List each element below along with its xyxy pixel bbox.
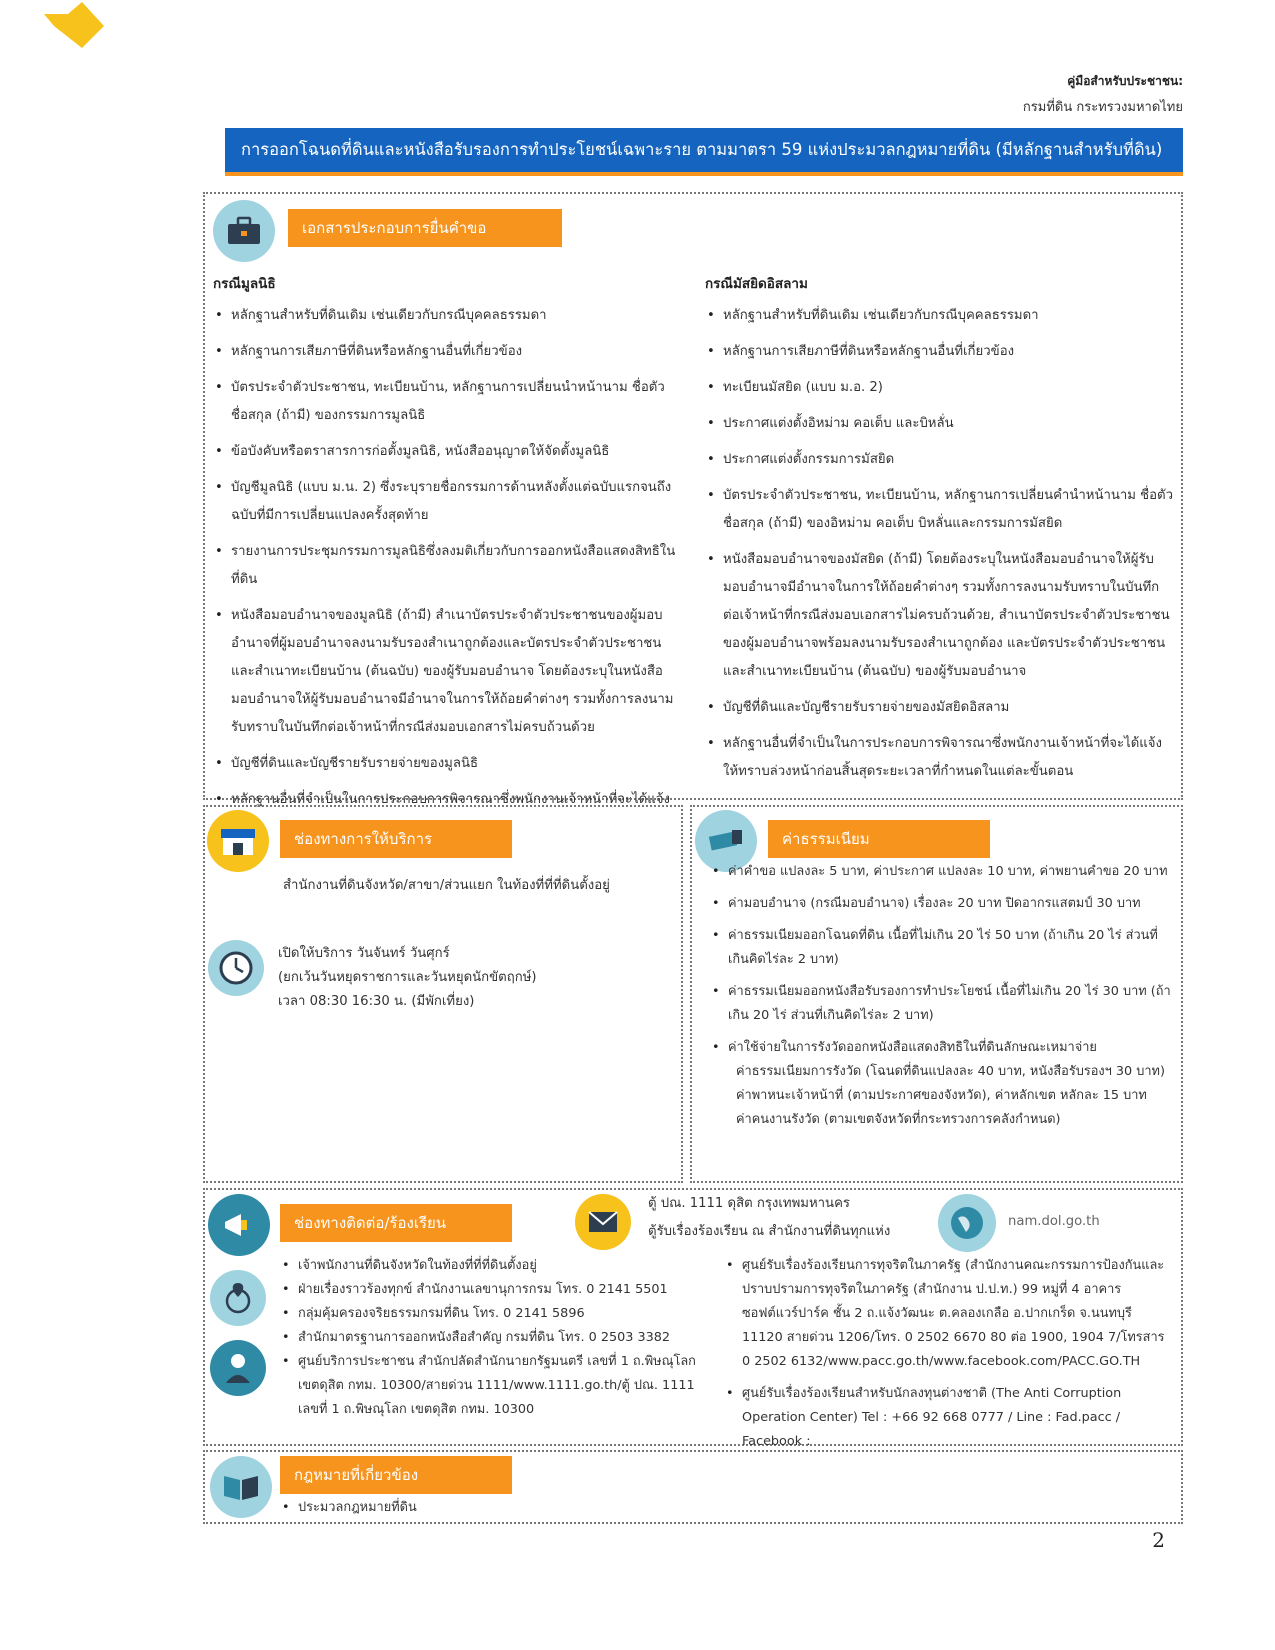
list-item: • เจ้าพนักงานที่ดินจังหวัดในท้องที่ที่ที่ดินตั้งอยู่ <box>280 1254 710 1278</box>
list-item: • สำนักมาตรฐานการออกหนังสือสำคัญ กรมที่ดิน โทร. 0 2503 3382 <box>280 1326 710 1350</box>
fees-heading-text: ค่าธรรมเนียม <box>782 830 870 848</box>
list-item: • บัตรประจำตัวประชาชน, ทะเบียนบ้าน, หลักฐานการเปลี่ยนนำหน้านาม ชื่อตัว ชื่อสกุล (ถ้ามี) ของกรรมการมูลนิธิ <box>213 374 683 430</box>
list-item: • หลักฐานการเสียภาษีที่ดินหรือหลักฐานอื่นที่เกี่ยวข้อง <box>705 338 1173 366</box>
foundation-title: กรณีมูลนิธิ <box>213 276 276 292</box>
mail-icon <box>575 1194 631 1250</box>
list-item: • ศูนย์รับเรื่องร้องเรียนการทุจริตในภาครัฐ (สำนักงานคณะกรรมการป้องกันและปราบปรามการทุจริตในภาครัฐ (สำนักงาน ป.ป.ท.) 99 หมู่ที่ 4 อาคารซอฟต์แวร์ปาร์ค ชั้น 2 ถ.แจ้งวัฒนะ ต.คลองเกลือ อ.ปากเกร็ด จ.นนทบุรี 11120 สายด่วน 1206/โทร. 0 2502 6670 80 ต่อ 1900, 1904 7/โทรสาร 0 2502 6132/www.pacc.go.th/www.facebook.com/PACC.GO.TH <box>724 1254 1174 1374</box>
service-hours-time: เวลา 08:30 16:30 น. (มีพักเที่ยง) <box>278 994 475 1009</box>
person-icon <box>210 1340 266 1396</box>
list-item: • ค่าคำขอ แปลงละ 5 บาท, ค่าประกาศ แปลงละ 10 บาท, ค่าพยานคำขอ 20 บาท <box>710 860 1178 884</box>
service-hours-note: (ยกเว้นวันหยุดราชการและวันหยุดนักขัตฤกษ์) <box>278 970 537 985</box>
mosque-list-container <box>705 302 1173 794</box>
contact-heading <box>280 1204 512 1242</box>
contact-list <box>280 1254 710 1422</box>
service-location: สำนักงานที่ดินจังหวัด/สาขา/ส่วนแยก ในท้องที่ที่ที่ดินตั้งอยู่ <box>283 878 610 893</box>
list-item <box>710 1036 1178 1132</box>
laws-list-container <box>280 1496 680 1520</box>
list-item: • ค่าธรรมเนียมออกโฉนดที่ดิน เนื้อที่ไม่เกิน 20 ไร่ 50 บาท (ถ้าเกิน 20 ไร่ ส่วนที่เกินคิดไร่ละ 2 บาท) <box>710 924 1178 972</box>
book-icon <box>210 1456 272 1518</box>
list-item: • ค่ามอบอำนาจ (กรณีมอบอำนาจ) เรื่องละ 20 บาท ปิดอากรแสตมป์ 30 บาท <box>710 892 1178 916</box>
page-title-text: การออกโฉนดที่ดินและหนังสือรับรองการทำประโยชน์เฉพาะราย ตามมาตรา 59 แห่งประมวลกฎหมายที่ดิน (มีหลักฐานสำหรับที่ดิน) <box>241 140 1163 159</box>
fees-survey-sub-3: ค่าคนงานรังวัด (ตามเขตจังหวัดที่กระทรวงการคลังกำหนด) <box>736 1112 1061 1127</box>
shop-icon <box>207 810 269 872</box>
list-item: • หนังสือมอบอำนาจของมัสยิด (ถ้ามี) โดยต้องระบุในหนังสือมอบอำนาจให้ผู้รับมอบอำนาจมีอำนาจในการให้ถ้อยคำต่างๆ รวมทั้งการลงนามรับทราบในบันทึกต่อเจ้าหน้าที่กรณีส่งมอบเอกสารไม่ครบถ้วนด้วย, สำเนาบัตรประจำตัวประชาชนของผู้มอบอำนาจพร้อมลงนามรับรองสำเนาถูกต้อง และบัตรประจำตัวประชาชนและสำเนาทะเบียนบ้าน (ต้นฉบับ) ของผู้รับมอบอำนาจ <box>705 546 1173 686</box>
list-item: • ประกาศแต่งตั้งกรรมการมัสยิด <box>705 446 1173 474</box>
list-item: • หลักฐานอื่นที่จำเป็นในการประกอบการพิจารณาซึ่งพนักงานเจ้าหน้าที่จะได้แจ้ง <box>213 786 683 814</box>
list-item: • ทะเบียนมัสยิด (แบบ ม.อ. 2) <box>705 374 1173 402</box>
list-item: • ฝ่ายเรื่องราวร้องทุกข์ สำนักงานเลขานุการกรม โทร. 0 2141 5501 <box>280 1278 710 1302</box>
page-number: 2 <box>1152 1528 1165 1552</box>
foundation-list-container <box>213 302 683 807</box>
laws-heading <box>280 1456 512 1494</box>
list-item: • ข้อบังคับหรือตราสารการก่อตั้งมูลนิธิ, หนังสืออนุญาตให้จัดตั้งมูลนิธิ <box>213 438 683 466</box>
list-item: • บัญชีมูลนิธิ (แบบ ม.น. 2) ซึ่งระบุรายชื่อกรรมการด้านหลังตั้งแต่ฉบับแรกจนถึงฉบับที่มีการเปลี่ยนแปลงครั้งสุดท้าย <box>213 474 683 530</box>
list-item: • บัตรประจำตัวประชาชน, ทะเบียนบ้าน, หลักฐานการเปลี่ยนคำนำหน้านาม ชื่อตัว ชื่อสกุล (ถ้ามี) ของอิหม่าม คอเต็บ บิหลั่นและกรรมการมัสยิด <box>705 482 1173 538</box>
list-item: • ประกาศแต่งตั้งอิหม่าม คอเต็บ และบิหลั่น <box>705 410 1173 438</box>
list-item: • รายงานการประชุมกรรมการมูลนิธิซึ่งลงมติเกี่ยวกับการออกหนังสือแสดงสิทธิในที่ดิน <box>213 538 683 594</box>
list-item: • หลักฐานการเสียภาษีที่ดินหรือหลักฐานอื่นที่เกี่ยวข้อง <box>213 338 683 366</box>
list-item: • ศูนย์รับเรื่องร้องเรียนสำหรับนักลงทุนต่างชาติ (The Anti Corruption Operation Center) Tel : +66 92 668 0777 / Line : Fad.pacc / Facebook : <box>724 1382 1174 1454</box>
documents-heading <box>288 209 562 247</box>
website-link[interactable]: nam.dol.go.th <box>1008 1214 1100 1229</box>
laws-heading-text: กฎหมายที่เกี่ยวข้อง <box>294 1466 419 1484</box>
contact-right-list <box>724 1254 1174 1454</box>
list-item: • หลักฐานสำหรับที่ดินเดิม เช่นเดียวกับกรณีบุคคลธรรมดา <box>213 302 683 330</box>
contact-list-container <box>280 1254 710 1432</box>
fees-list <box>710 860 1178 1132</box>
list-item: • ค่าธรรมเนียมออกหนังสือรับรองการทำประโยชน์ เนื้อที่ไม่เกิน 20 ไร่ 30 บาท (ถ้าเกิน 20 ไร่ ส่วนที่เกินคิดไร่ละ 2 บาท) <box>710 980 1178 1028</box>
service-heading-text: ช่องทางการให้บริการ <box>294 830 433 848</box>
fees-survey-sub-1: ค่าธรรมเนียมการรังวัด (โฉนดที่ดินแปลงละ 40 บาท, หนังสือรับรองฯ 30 บาท) <box>736 1064 1165 1079</box>
documents-heading-text: เอกสารประกอบการยื่นคำขอ <box>302 219 487 237</box>
list-item: • กลุ่มคุ้มครองจริยธรรมกรมที่ดิน โทร. 0 2141 5896 <box>280 1302 710 1326</box>
contact-heading-text: ช่องทางติดต่อ/ร้องเรียน <box>294 1214 447 1232</box>
mosque-list <box>705 302 1173 786</box>
page-title <box>225 128 1183 176</box>
fees-list-container <box>710 860 1178 1178</box>
fees-survey-sub-2: ค่าพาหนะเจ้าหน้าที่ (ตามประกาศของจังหวัด), ค่าหลักเขต หลักละ 15 บาท <box>736 1088 1147 1103</box>
list-item: • หลักฐานอื่นที่จำเป็นในการประกอบการพิจารณาซึ่งพนักงานเจ้าหน้าที่จะได้แจ้งให้ทราบล่วงหน้าก่อนสิ้นสุดระยะเวลาที่กำหนดในแต่ละขั้นตอน <box>705 730 1173 786</box>
list-item: • บัญชีที่ดินและบัญชีรายรับรายจ่ายของมูลนิธิ <box>213 750 683 778</box>
contact-mailbox: ตู้ ปณ. 1111 ดุสิต กรุงเทพมหานคร <box>648 1196 850 1211</box>
header-guide-label: คู่มือสำหรับประชาชน: <box>1067 74 1183 88</box>
diamond-logo-icon <box>42 0 112 52</box>
service-hours <box>278 942 673 1008</box>
location-globe-icon <box>210 1270 266 1326</box>
service-heading <box>280 820 512 858</box>
list-item: • ศูนย์บริการประชาชน สำนักปลัดสำนักนายกรัฐมนตรี เลขที่ 1 ถ.พิษณุโลก เขตดุสิต กทม. 10300/สายด่วน 1111/www.1111.go.th/ตู้ ปณ. 1111 เลขที่ 1 ถ.พิษณุโลก เขตดุสิต กทม. 10300 <box>280 1350 710 1422</box>
fees-heading <box>768 820 990 858</box>
mosque-title: กรณีมัสยิดอิสลาม <box>705 276 808 292</box>
list-item: • บัญชีที่ดินและบัญชีรายรับรายจ่ายของมัสยิดอิสลาม <box>705 694 1173 722</box>
clock-icon <box>208 940 264 996</box>
service-hours-days: เปิดให้บริการ วันจันทร์ วันศุกร์ <box>278 946 450 961</box>
contact-complaint-box: ตู้รับเรื่องร้องเรียน ณ สำนักงานที่ดินทุกแห่ง <box>648 1224 891 1239</box>
fees-survey-label: ค่าใช้จ่ายในการรังวัดออกหนังสือแสดงสิทธิในที่ดินลักษณะเหมาจ่าย <box>728 1040 1097 1055</box>
megaphone-icon <box>208 1194 270 1256</box>
briefcase-icon <box>213 200 275 262</box>
contact-right-list-container <box>724 1254 1174 1449</box>
laws-list <box>280 1496 680 1520</box>
globe-icon <box>938 1194 996 1252</box>
foundation-list <box>213 302 683 814</box>
list-item: • หนังสือมอบอำนาจของมูลนิธิ (ถ้ามี) สำเนาบัตรประจำตัวประชาชนของผู้มอบอำนาจที่ผู้มอบอำนาจลงนามรับรองสำเนาถูกต้องและบัตรประจำตัวประชาชนและสำเนาทะเบียนบ้าน (ต้นฉบับ) ของผู้รับมอบอำนาจ โดยต้องระบุในหนังสือมอบอำนาจให้ผู้รับมอบอำนาจมีอำนาจในการให้ถ้อยคำต่างๆ รวมทั้งการลงนามรับทราบในบันทึกต่อเจ้าหน้าที่กรณีส่งมอบเอกสารไม่ครบถ้วนด้วย <box>213 602 683 742</box>
header-department: กรมที่ดิน กระทรวงมหาดไทย <box>1022 100 1183 115</box>
list-item: • ประมวลกฎหมายที่ดิน <box>280 1496 680 1520</box>
list-item: • หลักฐานสำหรับที่ดินเดิม เช่นเดียวกับกรณีบุคคลธรรมดา <box>705 302 1173 330</box>
